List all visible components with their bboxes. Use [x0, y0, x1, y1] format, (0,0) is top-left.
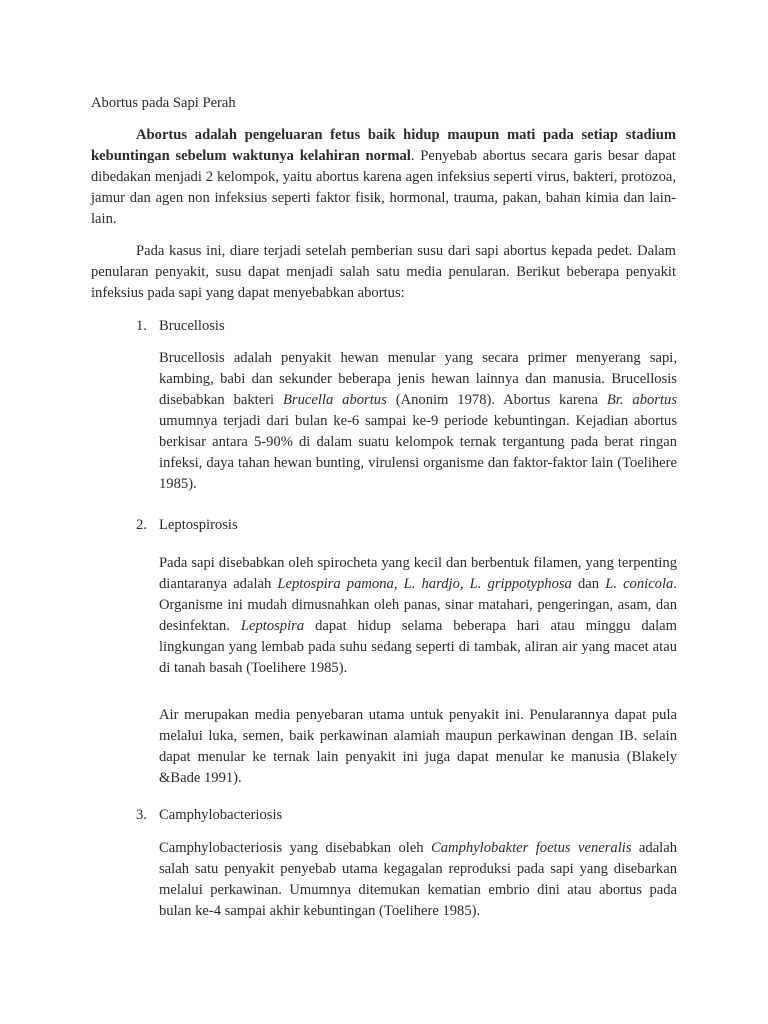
species-name: Br. abortus: [606, 392, 677, 408]
brucellosis-paragraph: [159, 348, 677, 495]
text-run: dan: [571, 576, 606, 592]
list-item-camphylobacteriosis: [136, 805, 282, 826]
text-run: (Anonim 1978). Abortus karena: [386, 392, 607, 408]
leptospirosis-paragraph-1: [159, 553, 677, 679]
list-number: 1.: [136, 318, 147, 334]
leptospirosis-paragraph-2: Air merupakan media penyebaran utama untuk penyakit ini. Penularannya dapat pula melalui luka, semen, baik perkawinan alamiah maupun perkawinan dengan IB. selain dapat menular ke ternak lain penyakit ini juga dapat menular ke manusia (Blakely &Bade 1991).: [159, 707, 677, 786]
species-name: Camphylobakter foetus veneralis: [431, 840, 632, 856]
text-run: Camphylobacteriosis yang disebabkan oleh: [159, 840, 432, 856]
list-item-brucellosis: [136, 316, 225, 337]
list-item-heading: Camphylobacteriosis: [159, 807, 283, 823]
list-item-heading: Brucellosis: [159, 318, 225, 334]
intro-paragraph-1: [91, 125, 676, 230]
species-name: Leptospira: [240, 618, 305, 634]
text-run: Pada sapi disebabkan oleh spirocheta yang kecil dan berbentuk filamen, yang terpenting diantaranya adalah: [159, 555, 677, 592]
list-number: 2.: [136, 517, 147, 533]
species-name: L. hardjo, L. grippotyphosa: [403, 576, 572, 592]
intro-paragraph-2: Pada kasus ini, diare terjadi setelah pemberian susu dari sapi abortus kepada pedet. Dalam penularan penyakit, susu dapat menjadi salah satu media penularan. Berikut beberapa penyakit infeksius pada sapi yang dapat menyebabkan abortus:: [91, 243, 676, 301]
species-name: L. conicola: [605, 576, 674, 592]
abortus-definition: Abortus adalah pengeluaran fetus baik hidup maupun mati pada setiap stadium kebuntingan sebelum waktunya kelahiran normal: [91, 127, 676, 164]
list-item-leptospirosis: [136, 515, 238, 536]
document-title: Abortus pada Sapi Perah: [91, 95, 236, 111]
text-run: adalah salah satu penyakit penyebab utama kegagalan reproduksi pada sapi yang disebarkan melalui perkawinan. Umumnya ditemukan kematian embrio dini atau abortus pada bulan ke-4 sampai akhir kebuntingan (Toelihere 1985).: [159, 840, 677, 919]
list-number: 3.: [136, 807, 147, 823]
text-run: ,: [393, 576, 404, 592]
text-run: Brucellosis adalah penyakit hewan menular yang secara primer menyerang sapi, kambing, babi dan sekunder beberapa jenis hewan lainnya dan manusia. Brucellosis disebabkan bakteri: [159, 350, 677, 408]
camphylobacteriosis-paragraph: [159, 838, 677, 922]
intro-paragraph-1-rest: . Penyebab abortus secara garis besar dapat dibedakan menjadi 2 kelompok, yaitu abortus karena agen infeksius seperti virus, bakteri, protozoa, jamur dan agen non infeksius seperti faktor fisik, hormonal, trauma, pakan, bahan kimia dan lain-lain.: [91, 148, 676, 227]
species-name: Leptospira pamona: [277, 576, 394, 592]
list-item-heading: Leptospirosis: [159, 517, 238, 533]
species-name: Brucella abortus: [283, 392, 387, 408]
text-run: dapat hidup selama beberapa hari atau minggu dalam lingkungan yang lembab pada suhu sedang seperti di tambak, aliran air yang macet atau di tanah basah (Toelihere 1985).: [159, 618, 677, 676]
text-run: umumnya terjadi dari bulan ke-6 sampai ke-9 periode kebuntingan. Kejadian abortus berkisar antara 5-90% di dalam suatu kelompok ternak tergantung pada berat ringan infeksi, daya tahan hewan bunting, virulensi organisme dan faktor-faktor lain (Toelihere 1985).: [159, 413, 677, 492]
text-run: . Organisme ini mudah dimusnahkan oleh panas, sinar matahari, pengeringan, asam, dan desinfektan.: [159, 576, 677, 634]
